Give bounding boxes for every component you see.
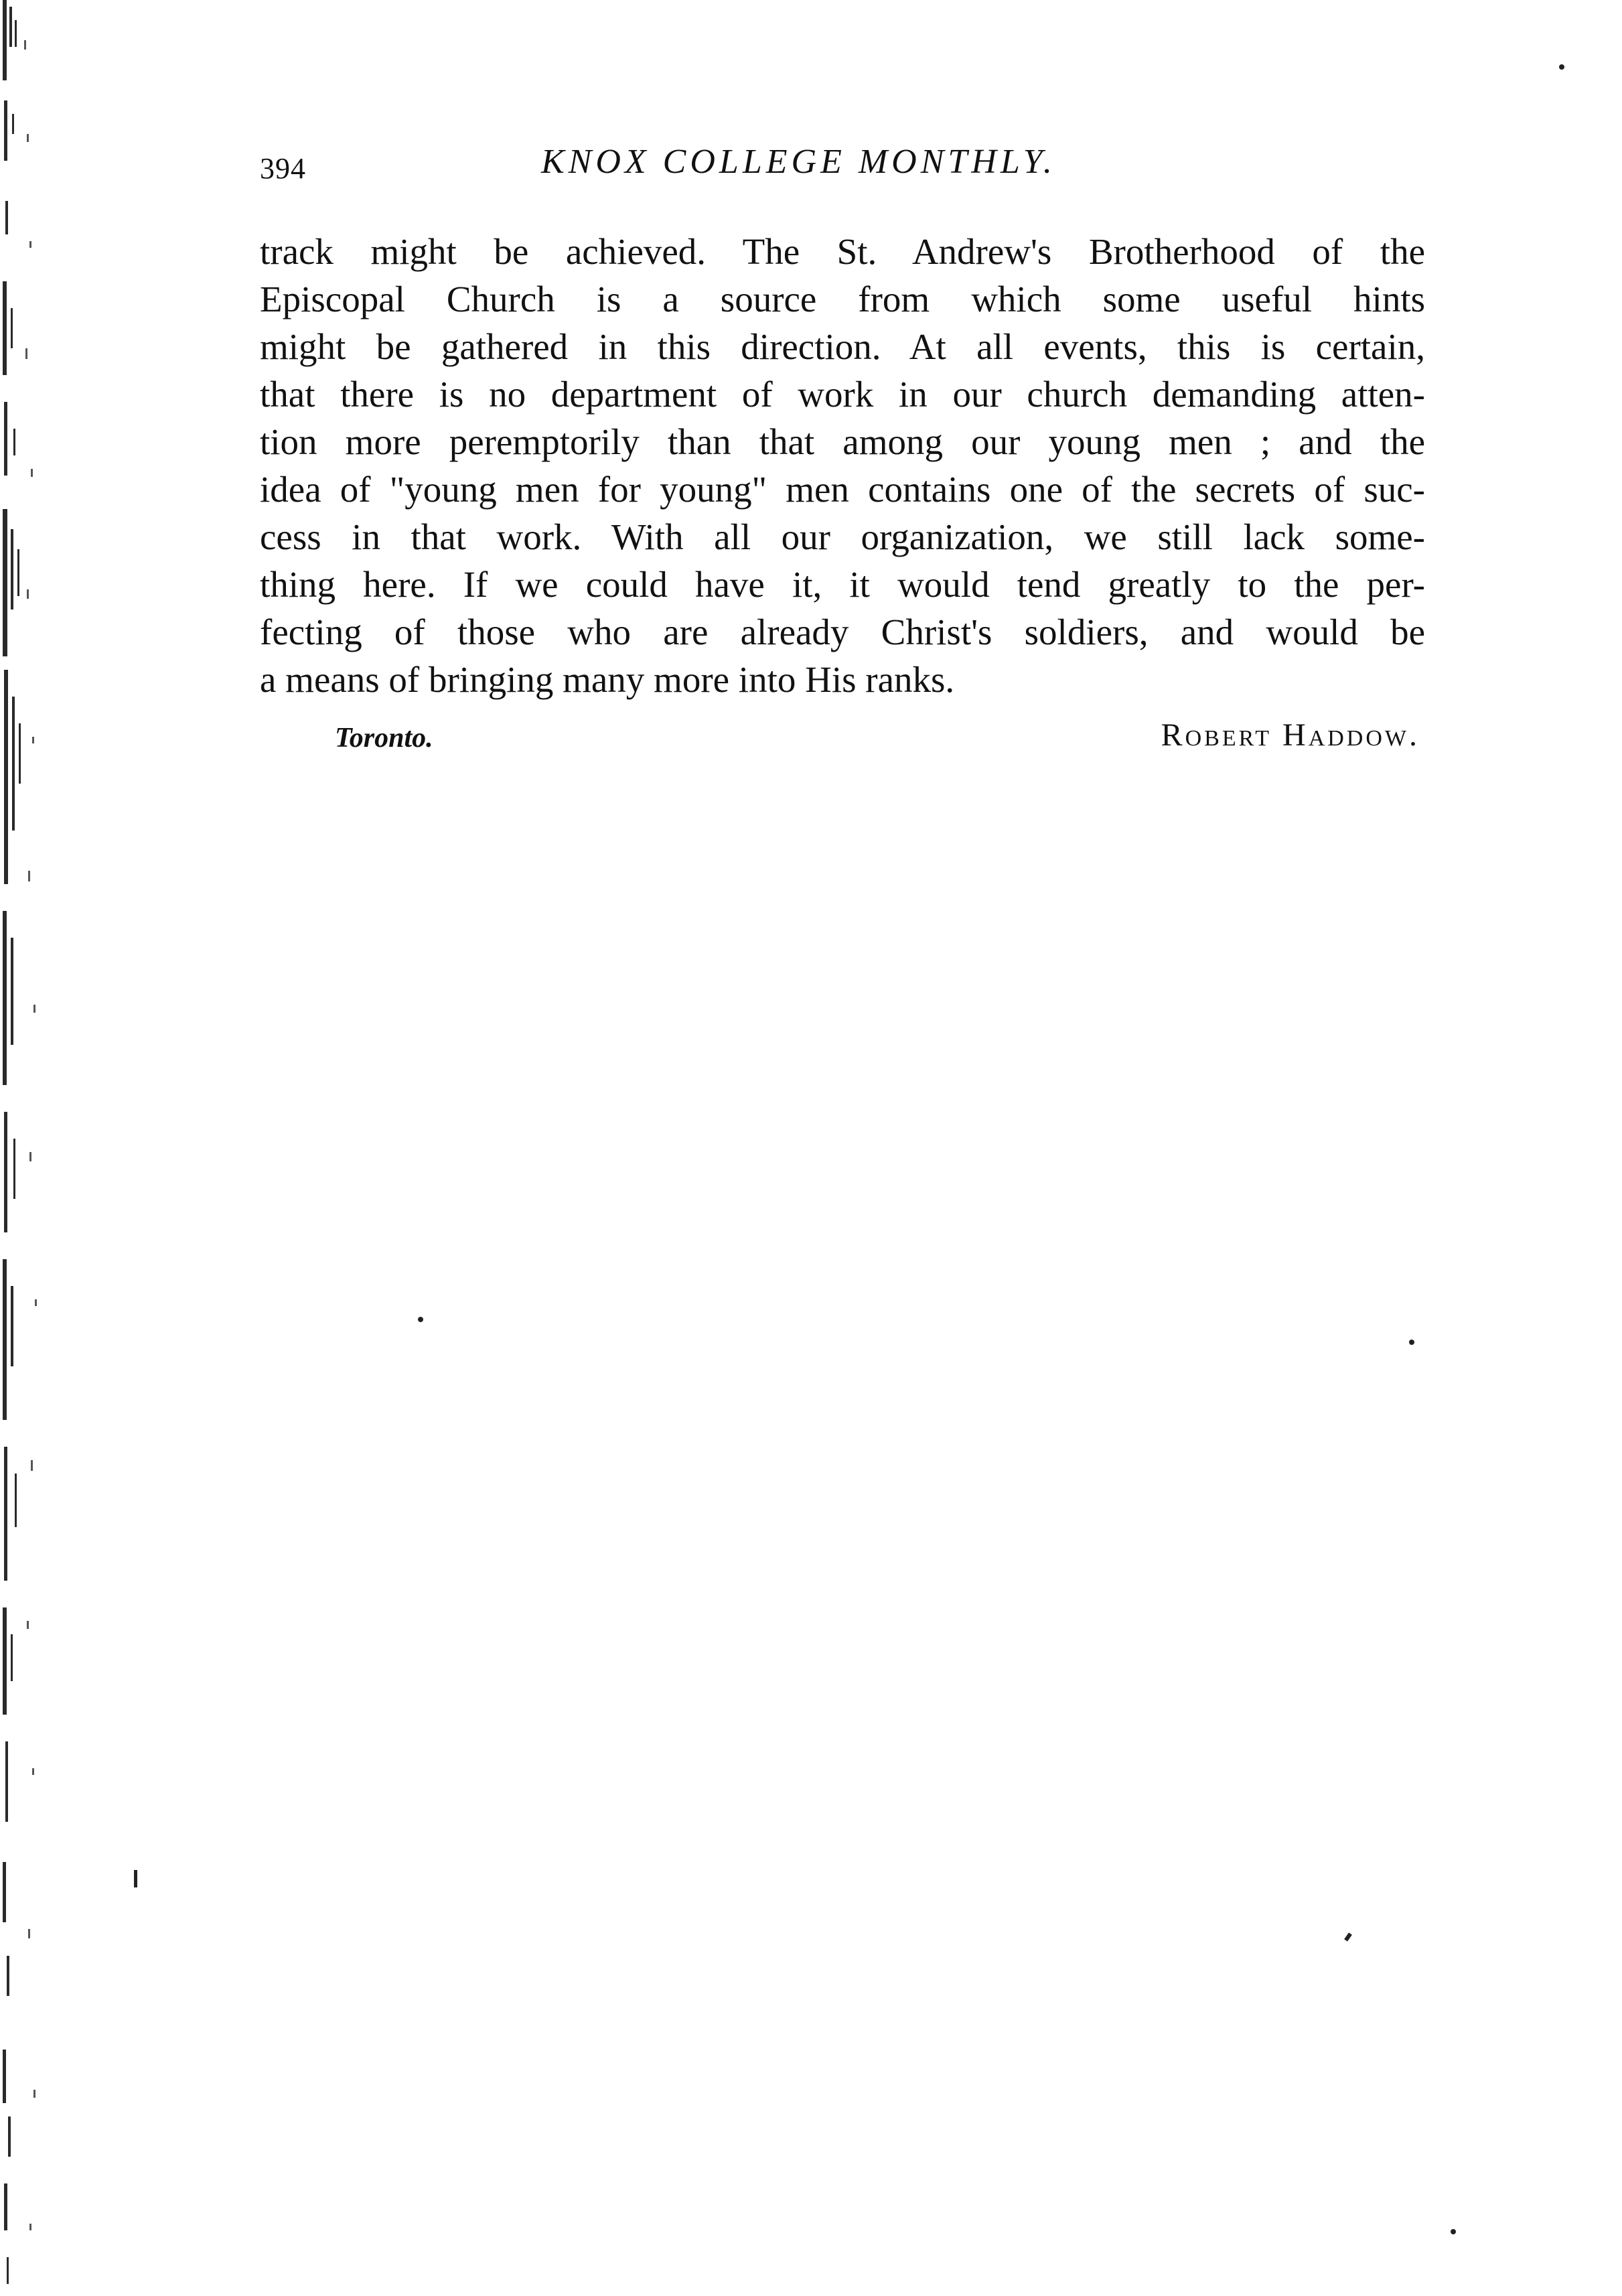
text-line: thing here. If we could have it, it would tend greatly to the per- [260,564,1425,605]
body-paragraph [260,228,1425,703]
text-line: tion more peremptorily than that among our young men ; and the [260,421,1425,462]
text-line: a means of bringing many more into His ranks. [260,659,955,700]
running-head: KNOX COLLEGE MONTHLY. [541,143,1056,181]
text-line: idea of "young men for young" men contains one of the secrets of suc- [260,469,1425,510]
text-line: might be gathered in this direction. At all events, this is certain, [260,326,1425,367]
text-line: fecting of those who are already Christ's soldiers, and would be [260,612,1425,652]
signature-author: Robert Haddow. [1161,717,1420,753]
text-line: that there is no department of work in our church demanding atten- [260,374,1425,415]
text-line: cess in that work. With all our organization, we still lack some- [260,516,1425,557]
signature-place: Toronto. [335,723,433,754]
signature-block [335,717,1420,764]
text-line: Episcopal Church is a source from which some useful hints [260,279,1425,319]
text-line: track might be achieved. The St. Andrew's Brotherhood of the [260,231,1425,272]
binding-edge-scan-noise [0,0,74,2296]
page-number: 394 [260,152,306,185]
page-header [260,142,1425,196]
